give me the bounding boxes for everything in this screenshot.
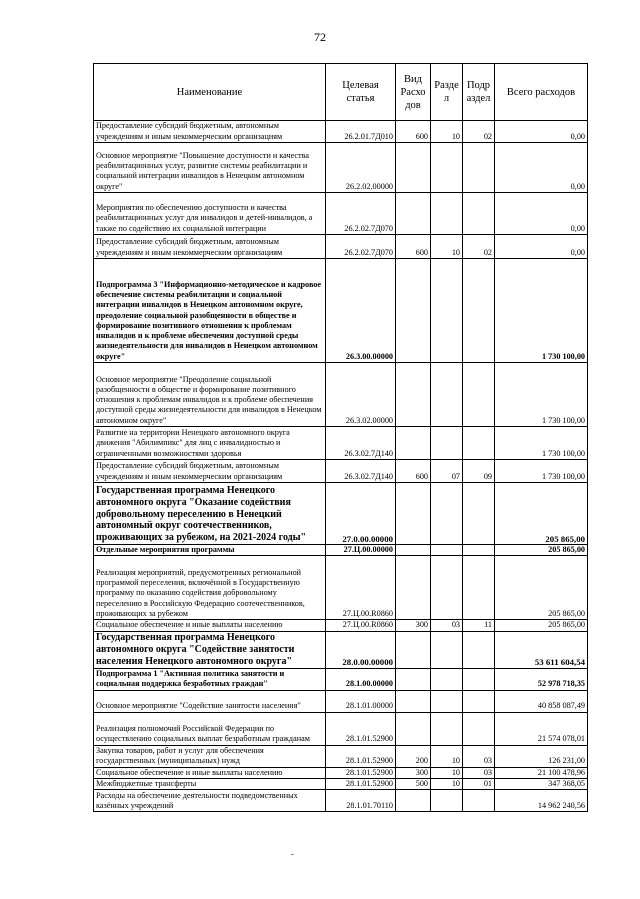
row-subsection: 02 (463, 235, 495, 259)
header-kind: Вид Расхо дов (396, 64, 431, 121)
table-row (94, 745, 588, 767)
row-target: 28.1.01.70110 (326, 790, 396, 812)
page-number: 72 (314, 30, 326, 44)
row-total: 0,00 (495, 193, 588, 235)
row-subsection (463, 427, 495, 460)
table-row (94, 712, 588, 745)
row-target: 26.2.01.7Д010 (326, 121, 396, 143)
row-subsection: 03 (463, 767, 495, 778)
row-total: 1 730 100,00 (495, 460, 588, 483)
row-total: 40 858 087,49 (495, 690, 588, 712)
row-kind: 200 (396, 745, 431, 767)
row-section: 10 (431, 121, 463, 143)
row-target: 26.3.02.7Д140 (326, 460, 396, 483)
header-target: Целевая статья (326, 64, 396, 121)
row-section (431, 427, 463, 460)
row-section (431, 668, 463, 690)
row-target: 27.Ц.00.R0860 (326, 620, 396, 631)
row-section: 10 (431, 235, 463, 259)
row-total: 21 574 078,01 (495, 712, 588, 745)
row-name: Основное мероприятие "Повышение доступности и качества реабилитационных услуг, развитие системы реабилитации и социальной интеграции инвалидов в Ненецком автономном округе" (94, 143, 326, 193)
row-subsection (463, 668, 495, 690)
row-name: Подпрограмма 3 "Информационно-методическое и кадровое обеспечение системы реабилитации и социальной интеграции инвалидов в Ненецком автономном округе, преодоление социальной разобщенности в обществе и формирование позитивного отношения к проблемам инвалидов и к проблеме обеспечения доступной среды жизнедеятельности для инвалидов в Ненецком автономном округе" (94, 259, 326, 363)
row-target: 26.2.02.7Д070 (326, 235, 396, 259)
row-total: 52 978 718,35 (495, 668, 588, 690)
row-name: Предоставление субсидий бюджетным, автономным учреждениям и иным некоммерческим организациям (94, 235, 326, 259)
row-target: 28.0.00.00000 (326, 631, 396, 668)
row-kind (396, 690, 431, 712)
row-section (431, 631, 463, 668)
row-total: 1 730 100,00 (495, 259, 588, 363)
row-kind (396, 193, 431, 235)
row-section (431, 790, 463, 812)
row-subsection (463, 545, 495, 556)
row-subsection (463, 556, 495, 620)
row-name: Отдельные мероприятия программы (94, 545, 326, 556)
row-subsection (463, 143, 495, 193)
row-section (431, 193, 463, 235)
row-target: 28.1.01.52900 (326, 767, 396, 778)
header-subsection: Подр аздел (463, 64, 495, 121)
row-section: 10 (431, 745, 463, 767)
row-target: 28.1.01.52900 (326, 778, 396, 789)
row-total: 21 100 478,96 (495, 767, 588, 778)
row-section (431, 690, 463, 712)
row-total: 126 231,00 (495, 745, 588, 767)
row-kind: 600 (396, 121, 431, 143)
row-kind (396, 143, 431, 193)
row-section (431, 483, 463, 545)
table-row (94, 690, 588, 712)
row-section (431, 556, 463, 620)
row-name: Предоставление субсидий бюджетным, автономным учреждениям и иным некоммерческим организациям (94, 460, 326, 483)
row-section (431, 143, 463, 193)
row-name: Развитие на территории Ненецкого автономного округа движения "Абилимпикс" для лиц с инвалидностью и ограниченными возможностями здоровья (94, 427, 326, 460)
row-total: 205 865,00 (495, 545, 588, 556)
row-subsection (463, 712, 495, 745)
table-row (94, 427, 588, 460)
row-target: 28.1.00.00000 (326, 668, 396, 690)
row-subsection (463, 483, 495, 545)
row-target: 26.3.02.00000 (326, 363, 396, 427)
table-row (94, 363, 588, 427)
row-total: 14 962 240,56 (495, 790, 588, 812)
row-total: 53 611 604,54 (495, 631, 588, 668)
table-row (94, 790, 588, 812)
budget-table (93, 63, 588, 812)
row-name: Подпрограмма 1 "Активная политика занятости и социальная поддержка безработных граждан" (94, 668, 326, 690)
row-target: 28.1.01.52900 (326, 712, 396, 745)
table-row (94, 259, 588, 363)
row-subsection: 11 (463, 620, 495, 631)
row-total: 0,00 (495, 235, 588, 259)
table-row (94, 483, 588, 545)
row-kind (396, 363, 431, 427)
row-subsection (463, 363, 495, 427)
row-section: 10 (431, 767, 463, 778)
row-name: Расходы на обеспечение деятельности подведомственных казённых учреждений (94, 790, 326, 812)
row-subsection: 09 (463, 460, 495, 483)
table-row (94, 778, 588, 789)
row-name: Государственная программа Ненецкого автономного округа "Оказание содействия добровольному переселению в Ненецкий автономный округ соотечественников, проживающих за рубежом, на 2021-2024 годы" (94, 483, 326, 545)
row-target: 26.2.02.7Д070 (326, 193, 396, 235)
row-total: 205 865,00 (495, 556, 588, 620)
row-name: Реализация полномочий Российской Федерации по осуществлению социальных выплат безработным гражданам (94, 712, 326, 745)
row-kind: 600 (396, 460, 431, 483)
row-target: 26.2.02.00000 (326, 143, 396, 193)
row-kind (396, 556, 431, 620)
table-row (94, 143, 588, 193)
table-row (94, 767, 588, 778)
row-total: 1 730 100,00 (495, 427, 588, 460)
row-kind: 300 (396, 620, 431, 631)
table-row (94, 631, 588, 668)
header-name: Наименование (94, 64, 326, 121)
row-section: 03 (431, 620, 463, 631)
row-kind (396, 631, 431, 668)
row-target: 26.3.02.7Д140 (326, 427, 396, 460)
row-section: 10 (431, 778, 463, 789)
table-row (94, 556, 588, 620)
row-target: 28.1.01.52900 (326, 745, 396, 767)
row-total: 0,00 (495, 121, 588, 143)
row-name: Предоставление субсидий бюджетным, автономным учреждениям и иным некоммерческим организациям (94, 121, 326, 143)
row-total: 347 368,05 (495, 778, 588, 789)
row-total: 205 865,00 (495, 483, 588, 545)
row-name: Межбюджетные трансферты (94, 778, 326, 789)
row-name: Мероприятия по обеспечению доступности и качества реабилитационных услуг для инвалидов и детей-инвалидов, а также по содействию их социальной интеграции (94, 193, 326, 235)
table-row (94, 545, 588, 556)
row-name: Социальное обеспечение и иные выплаты населению (94, 620, 326, 631)
row-target: 26.3.00.00000 (326, 259, 396, 363)
row-name: Социальное обеспечение и иные выплаты населению (94, 767, 326, 778)
row-target: 27.Ц.00.00000 (326, 545, 396, 556)
row-kind (396, 483, 431, 545)
row-name: Основное мероприятие "Преодоление социальной разобщенности в обществе и формирование позитивного отношения к проблемам инвалидов и к проблеме обеспечения доступной среды жизнедеятельности для инвалидов в Ненецком автономном округе" (94, 363, 326, 427)
table-row (94, 668, 588, 690)
row-name: Закупка товаров, работ и услуг для обеспечения государственных (муниципальных) нужд (94, 745, 326, 767)
header-total: Всего расходов (495, 64, 588, 121)
table-row (94, 121, 588, 143)
header-section: Разде л (431, 64, 463, 121)
row-subsection: 03 (463, 745, 495, 767)
row-subsection: 02 (463, 121, 495, 143)
row-subsection (463, 631, 495, 668)
row-target: 27.0.00.00000 (326, 483, 396, 545)
row-kind (396, 668, 431, 690)
row-name: Государственная программа Ненецкого автономного округа "Содействие занятости населения Ненецкого автономного округа" (94, 631, 326, 668)
row-total: 0,00 (495, 143, 588, 193)
row-kind: 600 (396, 235, 431, 259)
row-section (431, 363, 463, 427)
row-kind (396, 712, 431, 745)
table-row (94, 235, 588, 259)
row-kind: 300 (396, 767, 431, 778)
table-header-row (94, 64, 588, 121)
row-kind (396, 545, 431, 556)
row-section (431, 545, 463, 556)
row-total: 1 730 100,00 (495, 363, 588, 427)
row-subsection (463, 259, 495, 363)
table-row (94, 460, 588, 483)
scan-speck (291, 854, 294, 855)
table-row (94, 620, 588, 631)
row-subsection (463, 193, 495, 235)
row-section: 07 (431, 460, 463, 483)
row-name: Реализация мероприятий, предусмотренных региональной программой переселения, включённой в Государственную программу по оказанию содействия добровольному переселению в Российскую Федерацию соотечественников, проживающих за рубежом (94, 556, 326, 620)
row-target: 28.1.01.00000 (326, 690, 396, 712)
row-kind (396, 790, 431, 812)
table-row (94, 193, 588, 235)
row-name: Основное мероприятие "Содействие занятости населения" (94, 690, 326, 712)
row-subsection (463, 690, 495, 712)
row-subsection: 01 (463, 778, 495, 789)
row-kind: 500 (396, 778, 431, 789)
row-section (431, 259, 463, 363)
row-target: 27.Ц.00.R0860 (326, 556, 396, 620)
row-section (431, 712, 463, 745)
row-kind (396, 427, 431, 460)
row-subsection (463, 790, 495, 812)
row-total: 205 865,00 (495, 620, 588, 631)
row-kind (396, 259, 431, 363)
